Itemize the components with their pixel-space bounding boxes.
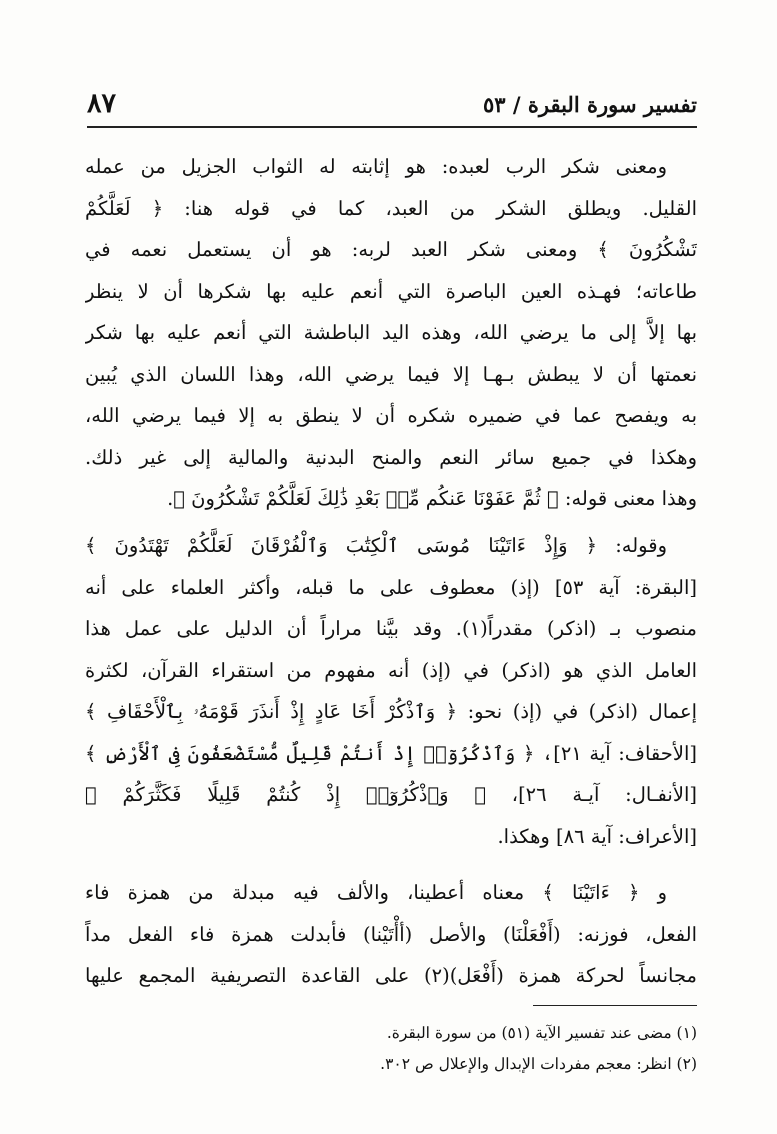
page-number: ٨٧ — [87, 88, 117, 119]
text-line: و ﴿ ءَاتَيْنَا ﴾ معناه أعطينا، والألف فيه مبدلة من همزة فاء — [85, 881, 667, 904]
running-title: تفسير سورة البقرة / ٥٣ — [483, 92, 697, 117]
paragraph-1 — [85, 146, 697, 520]
footnote-1: (١) مضى عند تفسير الآية (٥١) من سورة البقرة. — [386, 1024, 697, 1042]
text-line: به ويفصح عما في ضميره شكره أن لا ينطق به إلا فيما يرضي الله، — [85, 404, 697, 427]
footnote-rule — [533, 1005, 697, 1006]
text-line: القليل. ويطلق الشكر من العبد، كما في قوله هنا: ﴿ لَعَلَّكُمْ — [85, 196, 697, 220]
text-line: وهذا معنى قوله: ﴿ ثُمَّ عَفَوْنَا عَنكُم مِّنۢ بَعْدِ ذَٰلِكَ لَعَلَّكُمْ تَشْكُرُونَ ﴾. — [167, 487, 697, 510]
text-line: وهكذا في جميع سائر النعم والمنح البدنية والمالية إلى غير ذلك. — [85, 445, 697, 469]
text-line: تَشْكُرُونَ ﴾ ومعنى شكر العبد لربه: هو أن يستعمل نعمه في — [85, 238, 697, 261]
page-header — [87, 84, 697, 122]
text-line: العامل الذي هو (اذكر) في (إذ) أنه مفهوم من استقراء القرآن، لكثرة — [85, 658, 697, 682]
text-line: [الأعراف: آية ٨٦] وهكذا. — [497, 824, 697, 848]
paragraph-2 — [85, 525, 697, 857]
text-line: إعمال (اذكر) في (إذ) نحو: ﴿ وَٱذْكُرْ أَخَا عَادٍ إِذْ أَنذَرَ قَوْمَهُۥ بِٱلْأَحْقَافِ ﴾ — [85, 700, 697, 723]
text-line: ومعنى شكر الرب لعبده: هو إثابته له الثواب الجزيل من عمله — [85, 155, 667, 178]
text-line: [الأحقاف: آية ٢١]، ﴿ وَٱذْكُرُوٓا۟ إِذْ أَنتُمْ قَلِيلٌ مُّسْتَضْعَفُونَ فِى ٱلْأَرْضِ ﴾ — [85, 741, 697, 765]
text-line: مجانساً لحركة همزة (أَفْعَل)(٢) على القاعدة التصريفية المجمع عليها — [85, 964, 697, 987]
paragraph-3 — [85, 872, 697, 997]
footnotes — [85, 1018, 697, 1080]
text-line: منصوب بـ (اذكر) مقدراً(١). وقد بيَّنا مراراً أن الدليل على عمل هذا — [85, 617, 697, 640]
footnote-2: (٢) انظر: معجم مفردات الإبدال والإعلال ص ٣٠٢. — [380, 1055, 697, 1073]
text-line: [الأنفـال: آيـة ٢٦]، ﴿ وَٱذْكُرُوٓا۟ إِذْ كُنتُمْ قَلِيلًا فَكَثَّرَكُمْ ﴾ — [85, 783, 697, 806]
text-line: نعمتها أن لا يبطش بـهـا إلا فيما يرضي الله، وهذا اللسان الذي يُبين — [85, 362, 697, 386]
text-line: الفعل، فوزنه: (أَفْعَلْنَا) والأصل (أأْتَيْنا) فأبدلت همزة فاء الفعل مداً — [85, 922, 697, 946]
text-line: [البقرة: آية ٥٣] (إذ) معطوف على ما قبله، وأكثر العلماء على أنه — [85, 575, 697, 599]
text-line: بها إلاَّ إلى ما يرضي الله، وهذه اليد الباطشة التي أنعم عليه بها شكر — [85, 321, 697, 344]
text-line: وقوله: ﴿ وَإِذْ ءَاتَيْنَا مُوسَى ٱلْكِتَٰبَ وَٱلْفُرْقَانَ لَعَلَّكُمْ تَهْتَدُونَ ﴾ — [85, 534, 667, 557]
header-rule — [87, 126, 697, 128]
text-line: طاعاته؛ فهـذه العين الباصرة التي أنعم عليه بها شكرها أن لا ينظر — [85, 279, 697, 303]
